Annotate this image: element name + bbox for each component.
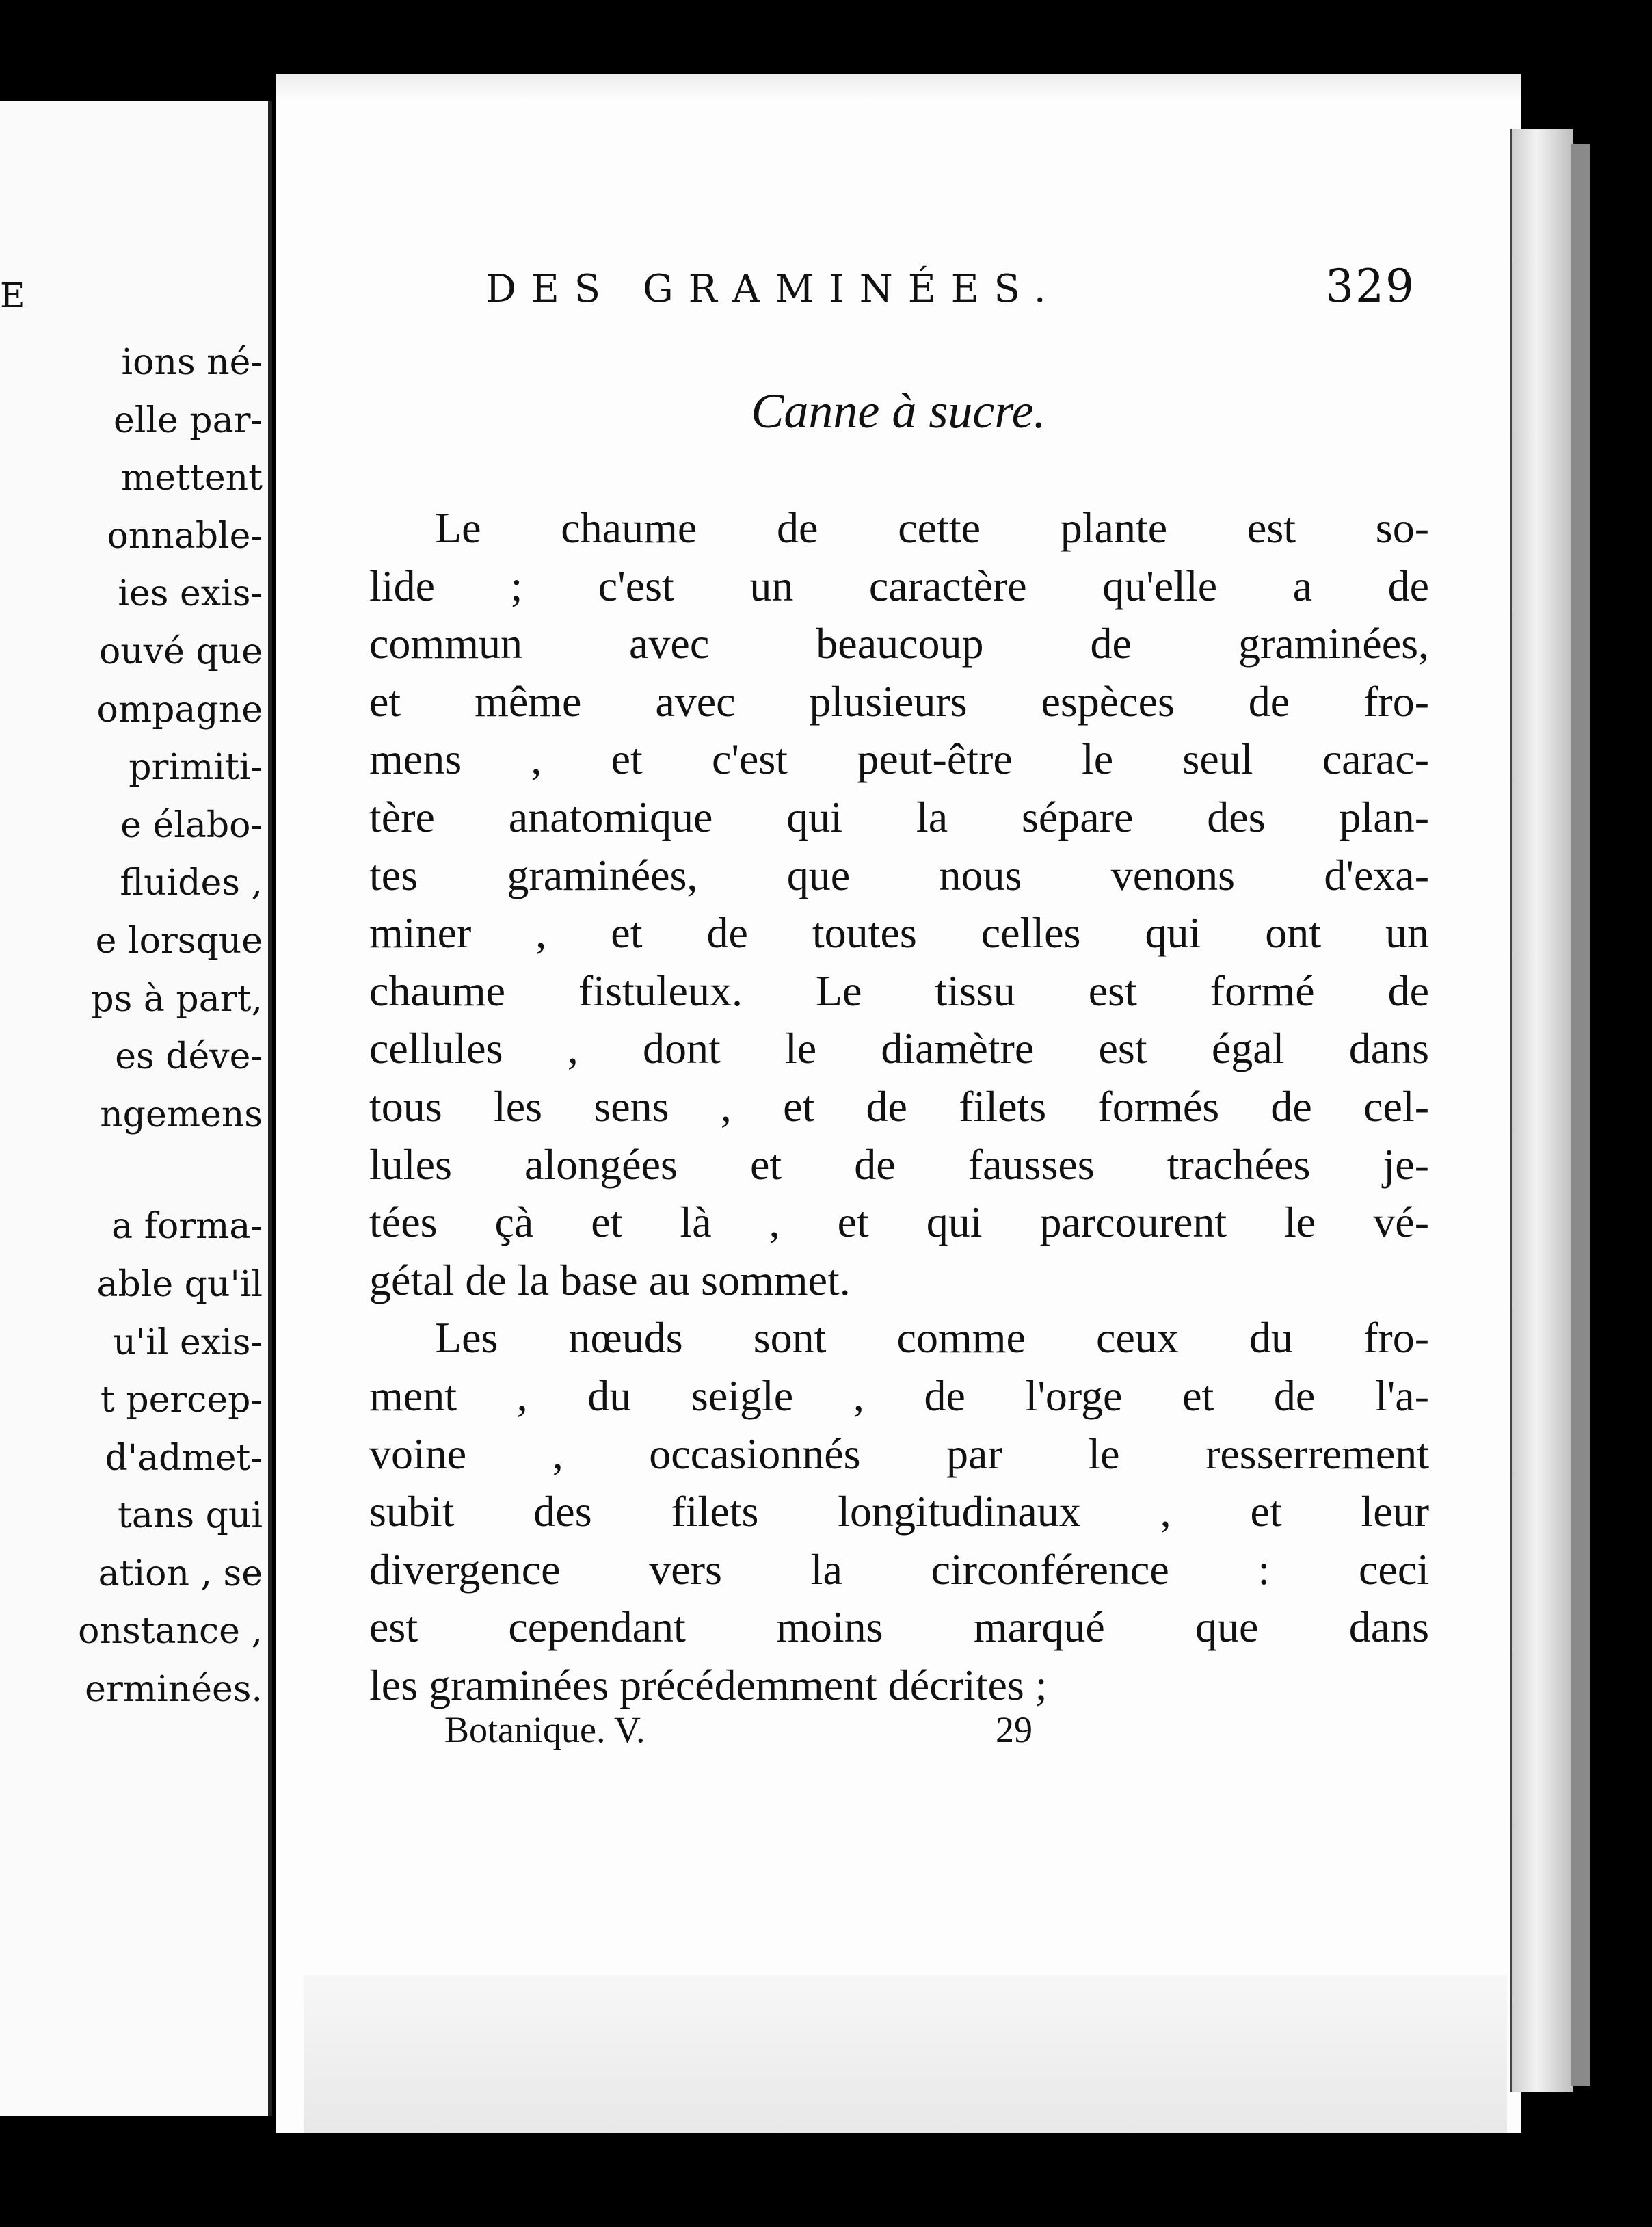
right-page (276, 74, 1521, 2133)
left-page-line: ies exis- (118, 573, 263, 615)
left-page-line: t percep- (100, 1380, 263, 1421)
text-line: miner , et de toutes celles qui ont un (369, 908, 1429, 958)
left-page-line: mettent (120, 458, 263, 499)
left-page-line: able qu'il (96, 1263, 263, 1305)
text-line: tous les sens , et de filets formés de cel- (369, 1081, 1429, 1131)
text-line: tées çà et là , et qui parcourent le vé- (369, 1198, 1429, 1247)
left-page-line: ps à part, (91, 978, 263, 1020)
left-page-text (3, 334, 263, 1719)
printer-signature: Botanique. V. (444, 1709, 645, 1750)
left-running-head-fragment: E (0, 276, 27, 315)
signature-number: 29 (996, 1709, 1032, 1750)
left-page-line: ation , se (98, 1553, 263, 1594)
text-line: tère anatomique qui la sépare des plan- (369, 792, 1429, 841)
text-line: mens , et c'est peut-être le seul carac- (369, 735, 1429, 784)
left-page-line: d'admet- (105, 1437, 263, 1479)
text-line: gétal de la base au sommet. (369, 1255, 851, 1304)
text-line: ment , du seigle , de l'orge et de l'a- (369, 1371, 1429, 1420)
page-number: 329 (1325, 260, 1415, 313)
page-top-edge (276, 74, 1521, 100)
left-page-line: ouvé que (98, 631, 263, 672)
text-line: voine , occasionnés par le resserrement (369, 1429, 1429, 1478)
body-text (369, 499, 1429, 1714)
page-edge-strip (1510, 129, 1573, 2092)
paragraph (369, 1309, 1429, 1714)
text-line: Les nœuds sont comme ceux du fro- (435, 1313, 1429, 1362)
left-page-line: elle par- (113, 399, 263, 441)
text-line: divergence vers la circonférence : ceci (369, 1544, 1429, 1594)
text-line: les graminées précédemment décrites ; (369, 1660, 1048, 1709)
left-page-line: u'il exis- (113, 1321, 263, 1363)
text-line: est cependant moins marqué que dans (369, 1603, 1429, 1652)
text-line: tes graminées, que nous venons d'exa- (369, 850, 1429, 899)
left-page-line: es déve- (115, 1036, 263, 1078)
text-line: chaume fistuleux. Le tissu est formé de (369, 966, 1429, 1015)
paragraph (369, 499, 1429, 1309)
text-line: lules alongées et de fausses trachées je- (369, 1139, 1429, 1189)
left-page-line: primiti- (129, 747, 263, 789)
section-title: Canne à sucre. (751, 384, 1046, 438)
text-line: commun avec beaucoup de graminées, (369, 619, 1429, 668)
running-head-title: DES GRAMINÉES. (485, 267, 1061, 311)
left-page-line: onnable- (107, 515, 263, 557)
left-page-line: tans qui (117, 1495, 263, 1537)
running-head (485, 260, 1415, 313)
left-page-line: e élabo- (120, 804, 263, 846)
left-page-line: erminées. (85, 1669, 263, 1711)
left-page-line: ompagne (96, 689, 263, 730)
text-line: cellules , dont le diamètre est égal dans (369, 1024, 1429, 1073)
left-page-line: ngemens (100, 1094, 263, 1135)
text-line: et même avec plusieurs espèces de fro- (369, 676, 1429, 726)
page-bottom-shadow (304, 1975, 1507, 2133)
text-line: subit des filets longitudinaux , et leur (369, 1487, 1429, 1536)
text-line: Le chaume de cette plante est so- (435, 503, 1429, 552)
left-facing-page (0, 101, 272, 2116)
binding-edge (1571, 144, 1590, 2086)
text-line: lide ; c'est un caractère qu'elle a de (369, 561, 1429, 610)
left-page-line: onstance , (78, 1611, 263, 1652)
left-page-line: fluides , (120, 862, 263, 904)
left-page-line: a forma- (111, 1206, 263, 1248)
left-page-line (3, 1144, 263, 1198)
left-page-line: e lorsque (95, 920, 263, 962)
left-page-line: ions né- (121, 342, 263, 383)
